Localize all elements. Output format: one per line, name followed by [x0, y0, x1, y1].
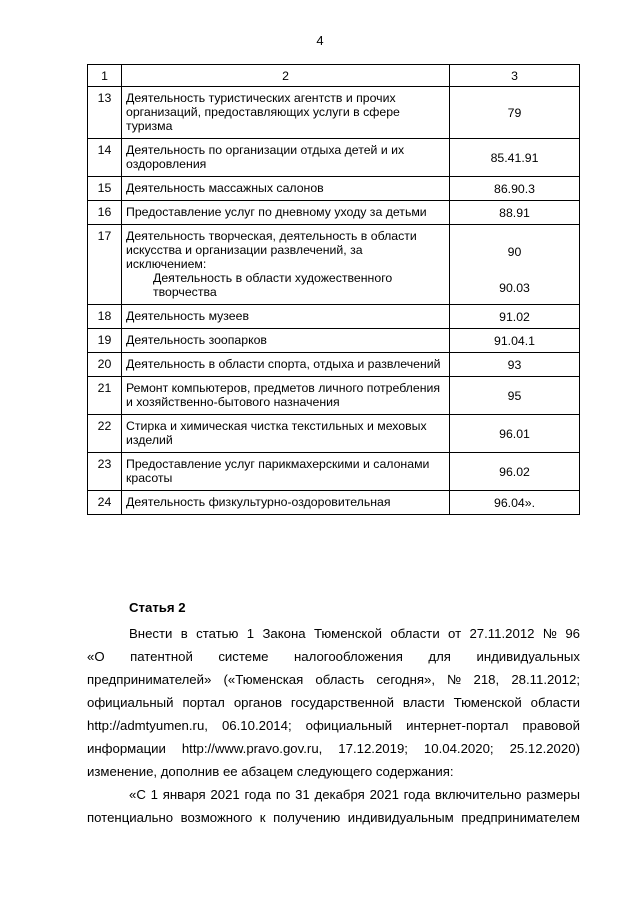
- activity-name: Деятельность музеев: [122, 305, 450, 329]
- table-row: [88, 201, 580, 225]
- row-number: 20: [88, 353, 122, 377]
- table-row: [88, 139, 580, 177]
- text-line: Внести в статью 1 Закона Тюменской области от 27.11.2012 № 96: [129, 626, 580, 641]
- okved-code: 93: [450, 353, 580, 377]
- row-number: 18: [88, 305, 122, 329]
- activity-name: Деятельность массажных салонов: [122, 177, 450, 201]
- activity-name: Стирка и химическая чистка текстильных и меховых изделий: [122, 415, 450, 453]
- okved-code: 96.01: [450, 415, 580, 453]
- header-col-2: 2: [122, 65, 450, 87]
- row-number: 16: [88, 201, 122, 225]
- row-number: 17: [88, 225, 122, 305]
- article-2: [87, 600, 580, 829]
- text-line: http://admtyumen.ru, 06.10.2014; официальный интернет-портал правовой: [87, 718, 580, 733]
- activity-name: Деятельность в области спорта, отдыха и развлечений: [122, 353, 450, 377]
- text-line: официальный портал органов государственной власти Тюменской области: [87, 695, 580, 710]
- page-number: 4: [316, 33, 324, 48]
- activity-name: Предоставление услуг по дневному уходу за детьми: [122, 201, 450, 225]
- activity-name: Деятельность физкультурно-оздоровительная: [122, 491, 450, 515]
- text-line: потенциально возможного к получению индивидуальным предпринимателем: [87, 810, 580, 825]
- okved-code: 85.41.91: [450, 139, 580, 177]
- paragraph-quote: [87, 783, 580, 829]
- table-row: [88, 415, 580, 453]
- okved-code-exception: 90.03: [499, 280, 530, 295]
- header-col-3: 3: [450, 65, 580, 87]
- paragraph-amendment: [87, 622, 580, 783]
- table-row: [88, 305, 580, 329]
- table-row: [88, 353, 580, 377]
- row-number: 21: [88, 377, 122, 415]
- activity-name: Деятельность туристических агентств и прочих организаций, предоставляющих услуги в сфере туризма: [122, 87, 450, 139]
- activity-name-exception: Деятельность в области художественного творчества: [153, 271, 393, 299]
- text-line: «С 1 января 2021 года по 31 декабря 2021 года включительно размеры: [129, 787, 580, 802]
- okved-code: 95: [450, 377, 580, 415]
- text-line: «О патентной системе налогообложения для индивидуальных: [87, 649, 580, 664]
- row-number: 19: [88, 329, 122, 353]
- table-header-row: [88, 65, 580, 87]
- activity-name: Ремонт компьютеров, предметов личного потребления и хозяйственно-бытового назначения: [122, 377, 450, 415]
- table-row: [88, 453, 580, 491]
- table-row: [88, 377, 580, 415]
- row-number: 23: [88, 453, 122, 491]
- table-row: [88, 491, 580, 515]
- okved-code: [450, 225, 580, 305]
- activity-name: [122, 225, 450, 305]
- table-row: [88, 177, 580, 201]
- table-row: [88, 225, 580, 305]
- okved-code: 91.02: [450, 305, 580, 329]
- activity-name-main: Деятельность творческая, деятельность в области искусства и организации развлечений, за исключением:: [126, 229, 417, 271]
- okved-code-main: 90: [507, 244, 522, 259]
- okved-code: 96.04».: [450, 491, 580, 515]
- okved-code: 88.91: [450, 201, 580, 225]
- text-line: информации http://www.pravo.gov.ru, 17.12.2019; 10.04.2020; 25.12.2020): [87, 741, 580, 756]
- activity-name: Деятельность по организации отдыха детей и их оздоровления: [122, 139, 450, 177]
- okved-code: 96.02: [450, 453, 580, 491]
- row-number: 13: [88, 87, 122, 139]
- table-row: [88, 87, 580, 139]
- okved-code: 91.04.1: [450, 329, 580, 353]
- row-number: 22: [88, 415, 122, 453]
- header-col-1: 1: [88, 65, 122, 87]
- okved-code: 86.90.3: [450, 177, 580, 201]
- row-number: 14: [88, 139, 122, 177]
- row-number: 24: [88, 491, 122, 515]
- activity-name: Предоставление услуг парикмахерскими и салонами красоты: [122, 453, 450, 491]
- row-number: 15: [88, 177, 122, 201]
- activity-name: Деятельность зоопарков: [122, 329, 450, 353]
- activity-codes-table: [87, 64, 580, 515]
- article-title: Статья 2: [129, 600, 186, 615]
- text-line: предпринимателей» («Тюменская область сегодня», № 218, 28.11.2012;: [87, 672, 580, 687]
- okved-code: 79: [450, 87, 580, 139]
- text-line: изменение, дополнив ее абзацем следующего содержания:: [87, 764, 454, 779]
- table-row: [88, 329, 580, 353]
